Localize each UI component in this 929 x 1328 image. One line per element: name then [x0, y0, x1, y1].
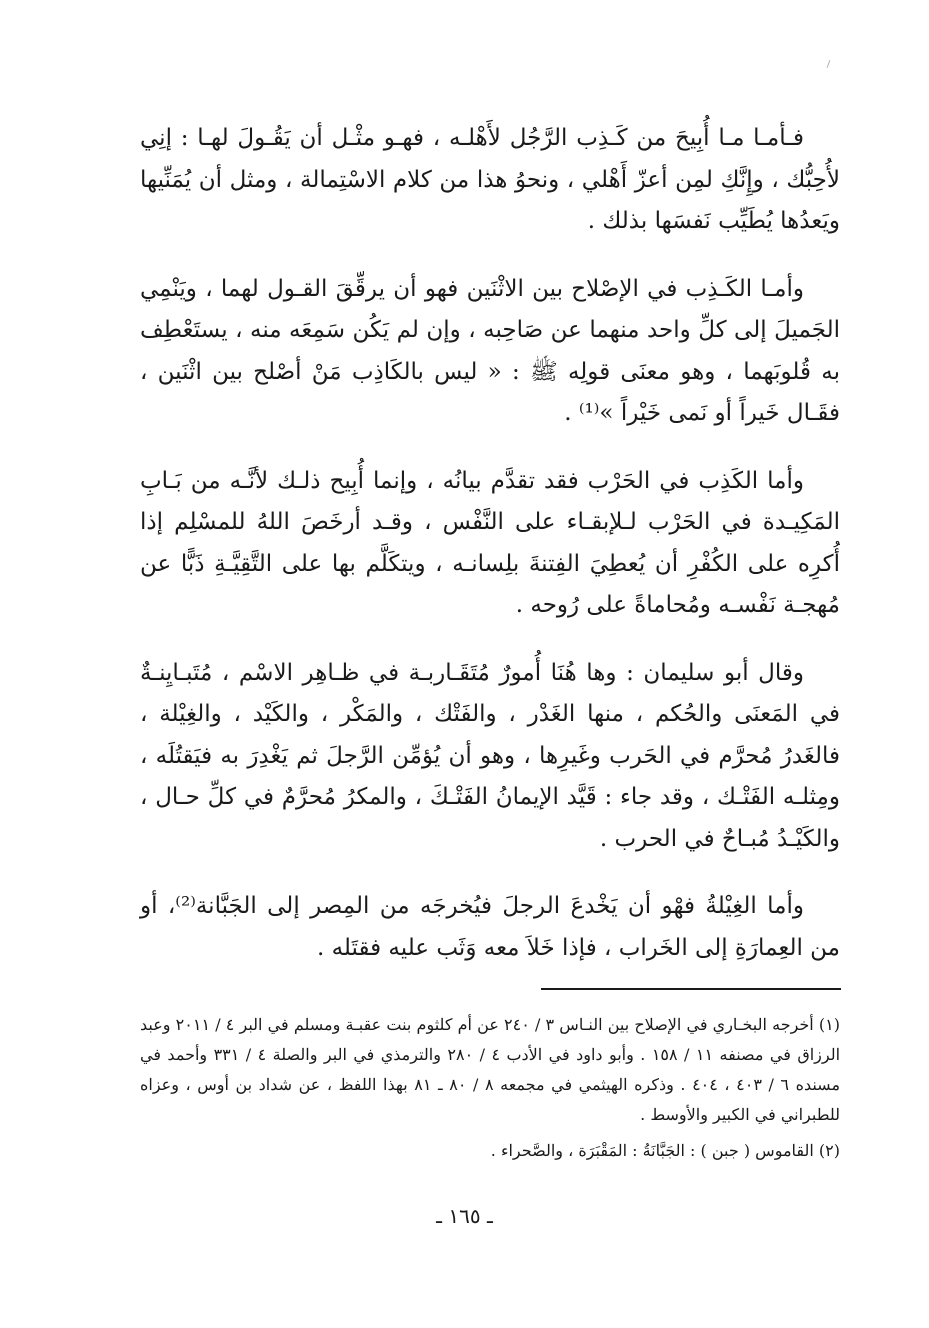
- footnotes: [140, 1010, 840, 1172]
- footnote-divider: [541, 988, 841, 990]
- page-number: ـ ١٦٥ ـ: [436, 1204, 493, 1228]
- paragraph-lying-for-reconciliation: وأمـا الكَـذِب في الإصْلاح بين الاثْنَين فهو أن يرقِّقَ القـول لهما ، ويَنْمِي الجَميلَ إلى كلِّ واحد منهما عن صَاحِبه ، وإن لم يَكُن سَمِعَه منه ، يستَعْطِف به قُلوبَهما ، وهو معنَى قولِه ﷺ : « ليس بالكَاذِب مَنْ أصْلح بين اثْنَين ، فقَـال خَيراً أو نَمى خَيْراً »⁽¹⁾ .: [140, 275, 840, 426]
- main-text: [140, 118, 840, 969]
- scan-mark: [827, 60, 831, 68]
- paragraph-lying-to-wife: فـأمـا مـا أُبِيحَ من كَـذِب الرَّجُل لأَهْلـه ، فهـو مثْـل أن يَقُـولَ لهـا : إنِي لأُحِبُّك ، وإِنَّكِ لمِن أعزّ أَهْلي ، ونحوُ هذا من كلام الاسْتِمالة ، ومثل أن يُمَنِّيها ويَعدُها يُطَيِّب نَفسَها بذلك .: [140, 125, 840, 234]
- footnote-2: (٢) القاموس ( جبن ) : الجَبَّانَةُ : المَقْبَرَة ، والصَّحراء .: [490, 1141, 840, 1160]
- footnote-1: (١) أخرجه البخـاري في الإصلاح بين النـاس ٣ / ٢٤٠ عن أم كلثوم بنت عقبـة ومسلم في البر ٤ / ٢٠١١ وعبد الرزاق في مصنفه ١١ / ١٥٨ . وأبو داود في الأدب ٤ / ٢٨٠ والترمذي في البر والصلة ٤ / ٣٣١ وأحمد في مسنده ٦ / ٤٠٣ ، ٤٠٤ . وذكره الهيثمي في مجمعه ٨ / ٨٠ ـ ٨١ بهذا اللفظ ، عن شداد بن أوس ، وعزاه للطبراني في الكبير والأوسط .: [140, 1015, 841, 1124]
- paragraph-abu-sulayman: وقال أبو سليمان : وها هُنَا أُمورٌ مُتَقَـاربـة في ظـاهِر الاسْم ، مُتَبـايِنـةٌ في المَعنَى والحُكم ، منها الغَدْر ، والفَتْك ، والمَكْر ، والكَيْد ، والغِيْلة ، فالغَدرُ مُحرَّم في الحَرب وغَيرِها ، وهو أن يُؤمِّن الرَّجلَ ثم يَغْدِرَ به فيَقتُلَه ، ومِثلـه الفَتْـك ، وقد جاء : قَيَّد الإيمانُ الفَتْـكَ ، والمكرُ مُحرَّمٌ في كلِّ حـال ، والكَيْـدُ مُبـاحٌ في الحرب .: [140, 659, 840, 852]
- paragraph-lying-in-war: وأما الكَذِب في الحَرْب فقد تقدَّم بيانُه ، وإنما أُبِيح ذلـك لأنَّـه من بَـابِ المَكِيـدة في الحَرْب لـلإبقـاء على النَّفْس ، وقـد أرخَصَ اللهُ للمسْلِم إذا أُكرِه على الكُفْرِ أن يُعطِيَ الفِتنةَ بلِسانـه ، ويتكَلَّم بها على التَّقِيَّـةِ ذَبًّا عن مُهجـة نَفْسـه ومُحاماةً على رُوحه .: [140, 467, 840, 618]
- paragraph-ghila: وأما الغِيْلةُ فهْو أن يَخْدعَ الرجلَ فيُخرجَه من المِصر إلى الجَبَّانة⁽²⁾، أو من العِمارَةِ إلى الخَراب ، فإذا خَلاَ معه وَثَب عليه فقتَله .: [140, 893, 840, 961]
